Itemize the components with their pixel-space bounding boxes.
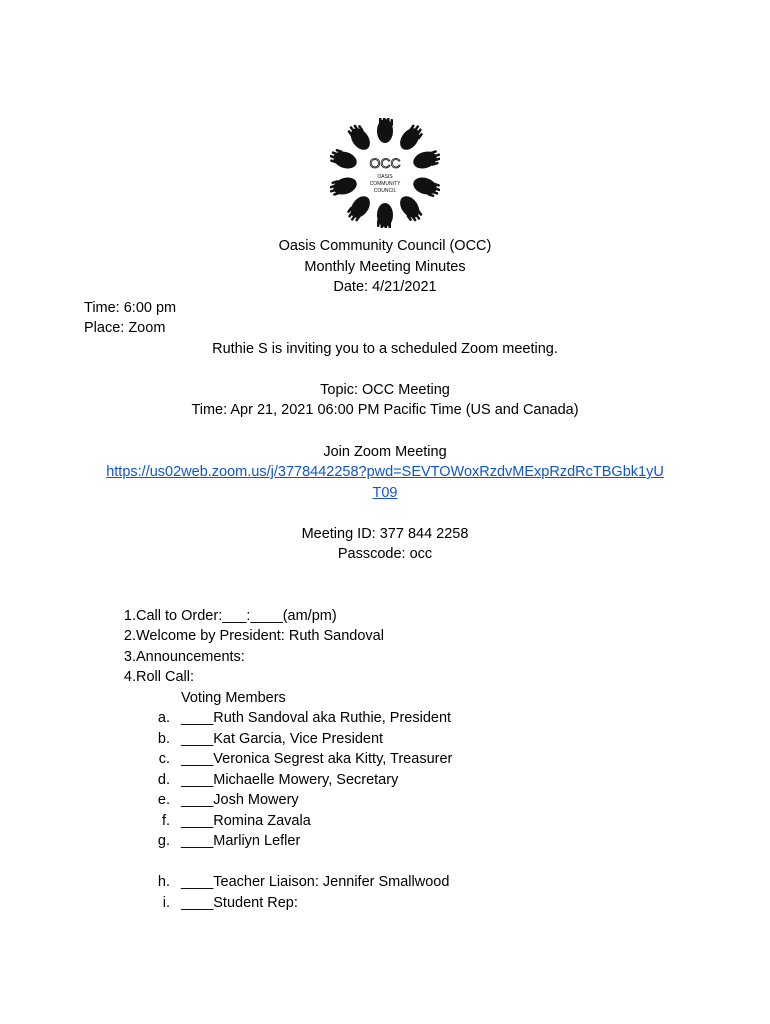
member-item	[150, 831, 301, 852]
member-text: ____Romina Zavala	[181, 813, 311, 829]
member-letter: i.	[162, 895, 170, 911]
member-text: ____Teacher Liaison: Jennifer Smallwood	[181, 874, 450, 890]
member-letter: a.	[157, 710, 170, 726]
zoom-link-line1[interactable]: https://us02web.zoom.us/j/3778442258?pwd=SEVTOWoxRzdvMExpRzdRcTBGbk1yU	[106, 464, 664, 480]
member-letter: f.	[161, 813, 170, 829]
member-text: ____Michaelle Mowery, Secretary	[181, 772, 399, 788]
member-item	[150, 708, 452, 729]
org-title: Oasis Community Council (OCC)	[278, 238, 492, 254]
zoom-link-line2[interactable]: T09	[372, 485, 398, 501]
agenda-number: 2.	[123, 628, 136, 644]
meeting-place: Place: Zoom	[84, 320, 166, 336]
agenda-number: 1.	[123, 608, 136, 624]
agenda-item	[108, 626, 384, 647]
voting-members-heading: Voting Members	[181, 690, 286, 706]
member-text: ____Kat Garcia, Vice President	[181, 731, 384, 747]
agenda-text: Roll Call:	[136, 669, 195, 685]
member-item	[150, 749, 453, 770]
member-item	[150, 790, 299, 811]
zoom-link[interactable]	[0, 462, 770, 483]
member-item	[150, 811, 311, 832]
logo-center-text: OCC	[369, 155, 401, 171]
meeting-id: Meeting ID: 377 844 2258	[301, 526, 469, 542]
member-item	[150, 893, 298, 914]
member-text: ____Ruth Sandoval aka Ruthie, President	[181, 710, 452, 726]
zoom-link-cont[interactable]	[0, 483, 770, 504]
logo-text-3: COUNCIL	[373, 188, 397, 194]
agenda-number: 4.	[123, 669, 136, 685]
member-letter: h.	[157, 874, 170, 890]
member-text: ____Student Rep:	[181, 895, 298, 911]
member-item	[150, 729, 384, 750]
member-text: ____Marliyn Lefler	[181, 833, 301, 849]
member-item	[150, 872, 450, 893]
logo-text-1: OASIS	[377, 174, 393, 180]
agenda-text: Welcome by President: Ruth Sandoval	[136, 628, 384, 644]
agenda-text: Announcements:	[136, 649, 245, 665]
meeting-time: Time: 6:00 pm	[84, 300, 177, 316]
meeting-passcode: Passcode: occ	[337, 546, 433, 562]
member-letter: g.	[157, 833, 170, 849]
agenda-item	[108, 647, 245, 668]
join-zoom-label: Join Zoom Meeting	[323, 444, 447, 460]
meeting-date: Date: 4/21/2021	[333, 279, 437, 295]
doc-title: Monthly Meeting Minutes	[304, 259, 466, 275]
member-text: ____Josh Mowery	[181, 792, 299, 808]
zoom-invite: Ruthie S is inviting you to a scheduled Zoom meeting.	[212, 341, 558, 357]
member-letter: d.	[157, 772, 170, 788]
agenda-item	[108, 606, 337, 627]
occ-logo	[330, 118, 440, 228]
member-letter: c.	[158, 751, 170, 767]
zoom-time: Time: Apr 21, 2021 06:00 PM Pacific Time (US and Canada)	[191, 402, 579, 418]
member-letter: e.	[157, 792, 170, 808]
member-letter: b.	[157, 731, 170, 747]
agenda-text: Call to Order:___:____(am/pm)	[136, 608, 337, 624]
member-item	[150, 770, 399, 791]
agenda-number: 3.	[123, 649, 136, 665]
agenda-item	[108, 667, 195, 688]
member-text: ____Veronica Segrest aka Kitty, Treasurer	[181, 751, 453, 767]
zoom-topic: Topic: OCC Meeting	[320, 382, 450, 398]
logo-text-2: COMMUNITY	[369, 181, 401, 187]
